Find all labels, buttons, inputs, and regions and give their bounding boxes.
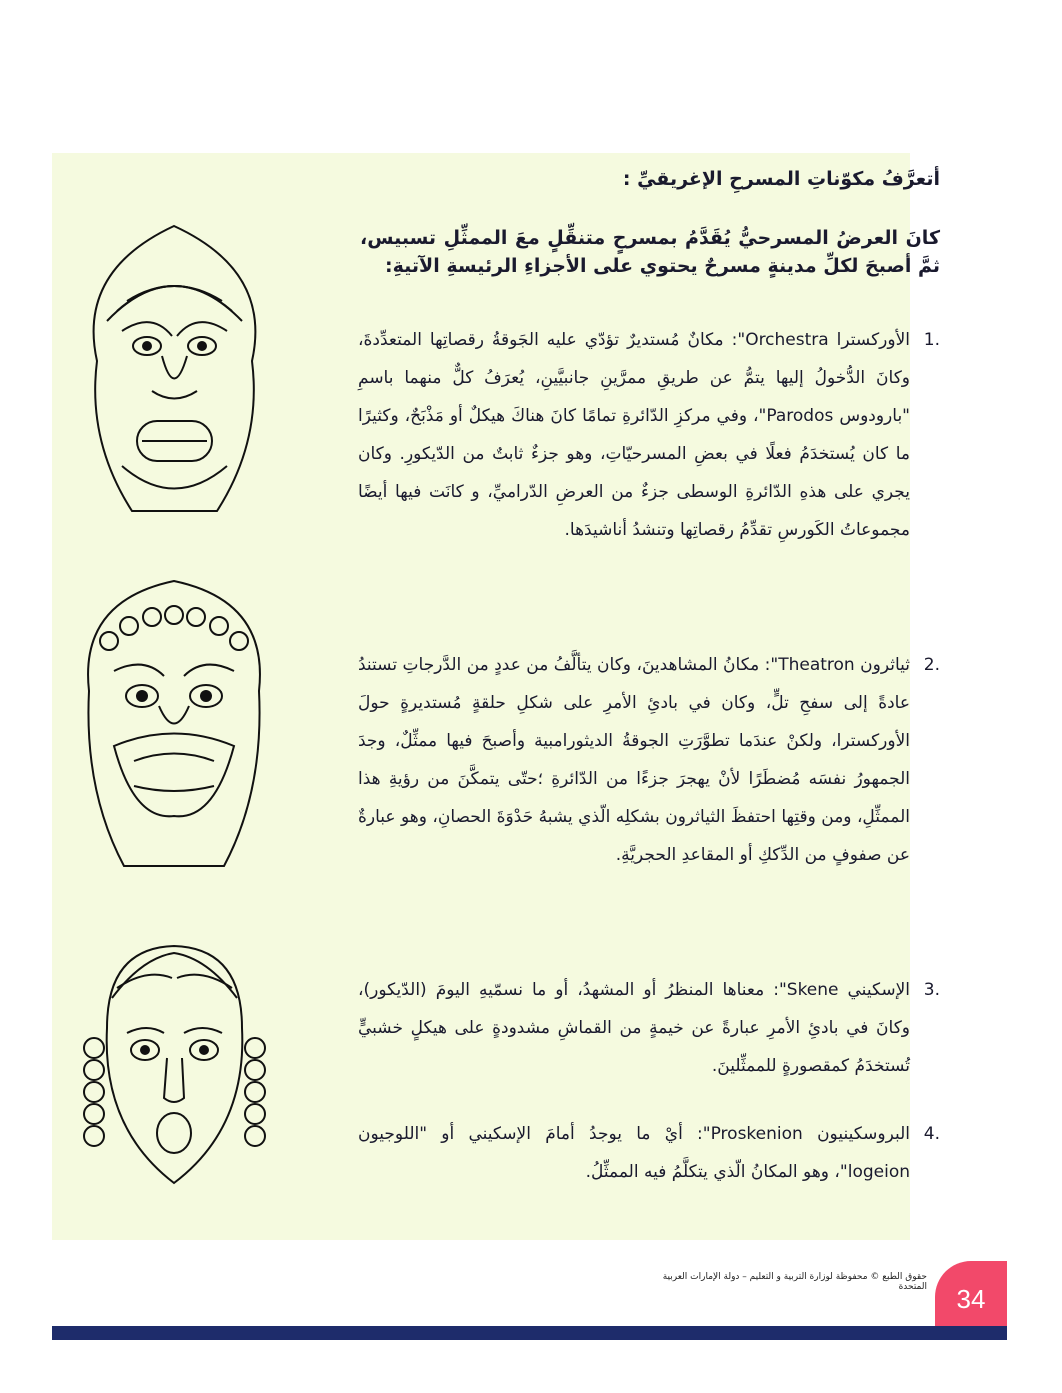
list-item (358, 321, 940, 549)
list-item (358, 646, 940, 874)
item-number: 3. (923, 980, 940, 1000)
page-number-badge: 34 (935, 1261, 1007, 1338)
bottom-bar (52, 1326, 1007, 1340)
list-item (358, 1115, 940, 1191)
item-text: الأوركسترا Orchestra": مكانٌ مُستديرٌ تؤدّي عليه الجَوقةُ رقصاتِها المتعدِّدةَ، وكانَ الدُّخولُ إليها يتمُّ عن طريقِ ممرَّينِ جانبيَّينِ، يُعرَفُ كلٌّ منهما باسمِ "بارودوس Parodos"، وفي مركزِ الدّائرةِ تمامًا كانَ هناكَ هيكلٌ أو مَذْبَحٌ، وكثيرًا ما كان يُستخدَمُ فعلًا في بعضِ المسرحيّاتِ، وهو جزءٌ ثابتٌ من الدّيكورِ. وكان يجري على هذهِ الدّائرةِ الوسطى جزءٌ من العرضِ الدّراميِّ، و كانَت فيها أيضًا مجموعاتُ الكَورسِ تقدِّمُ رقصاتِها وتنشدُ أناشيدَها. (358, 330, 911, 540)
content-panel (52, 153, 940, 1240)
item-text: ثياثرون Theatron": مكانُ المشاهدينَ، وكان يتألَّفُ من عددٍ من الدَّرجاتِ تستندُ عادةً إلى سفحِ تلٍّ، وكان في بادئِ الأمرِ على شكلِ حلقةٍ مُستديرةٍ حولَ الأوركسترا، ولكنْ عندَما تطوَّرَتِ الجوقةُ الديثورامبية وأصبحَ فيها ممثِّلٌ، وجدَ الجمهورُ نفسَه مُضطَرًا لأنْ يهجرَ جزءًا من الدّائرةِ ؛حتّى يتمكَّنَ من رؤيةِ هذا الممثِّلِ، ومن وقتِها احتفظَ الثياثرون بشكلِه الّذي يشبهُ حَدْوَةَ الحصانِ، وهو عبارةٌ عن صفوفٍ من الدِّككِ أو المقاعدِ الحجريَّةِ. (358, 655, 910, 865)
item-text: البروسكينيون Proskenion": أيْ ما يوجدُ أمامَ الإسكيني أو "اللوجيون logeion"، وهو المكانُ الّذي يتكلَّمُ فيه الممثِّلُ. (358, 1124, 910, 1182)
item-number: 2. (923, 655, 940, 675)
section-heading: أتعرَّفُ مكوّناتِ المسرحِ الإغريقيِّ : (622, 168, 940, 190)
copyright-footer: حقوق الطبع © محفوظة لوزارة التربية و التعليم – دولة الإمارات العربية المتحدة (662, 1272, 927, 1292)
grimacing-mask-illustration (64, 571, 284, 876)
intro-paragraph: كانَ العرضُ المسرحيُّ يُقَدَّمُ بمسرحٍ متنقِّلٍ معَ الممثِّلِ تسبيس، ثمَّ أصبحَ لكلِّ مدينةٍ مسرحٌ يحتوي على الأجزاءِ الرئيسةِ الآتيةِ: (360, 227, 940, 277)
list-item (358, 971, 940, 1085)
angry-mask-illustration (67, 211, 282, 521)
item-number: 4. (923, 1124, 940, 1144)
item-number: 1. (923, 330, 940, 350)
item-text: الإسكيني Skene": معناها المنظرُ أو المشهدُ، أو ما نسمّيهِ اليومَ (الدّيكور)، وكانَ في بادئِ الأمرِ عبارةً عن خيمةٍ من القماشِ مشدودةٍ على هيكلٍ خشبيٍّ تُستخدَمُ كمقصورةٍ للممثِّلينَ. (358, 980, 910, 1076)
surprised-mask-illustration (72, 938, 277, 1193)
